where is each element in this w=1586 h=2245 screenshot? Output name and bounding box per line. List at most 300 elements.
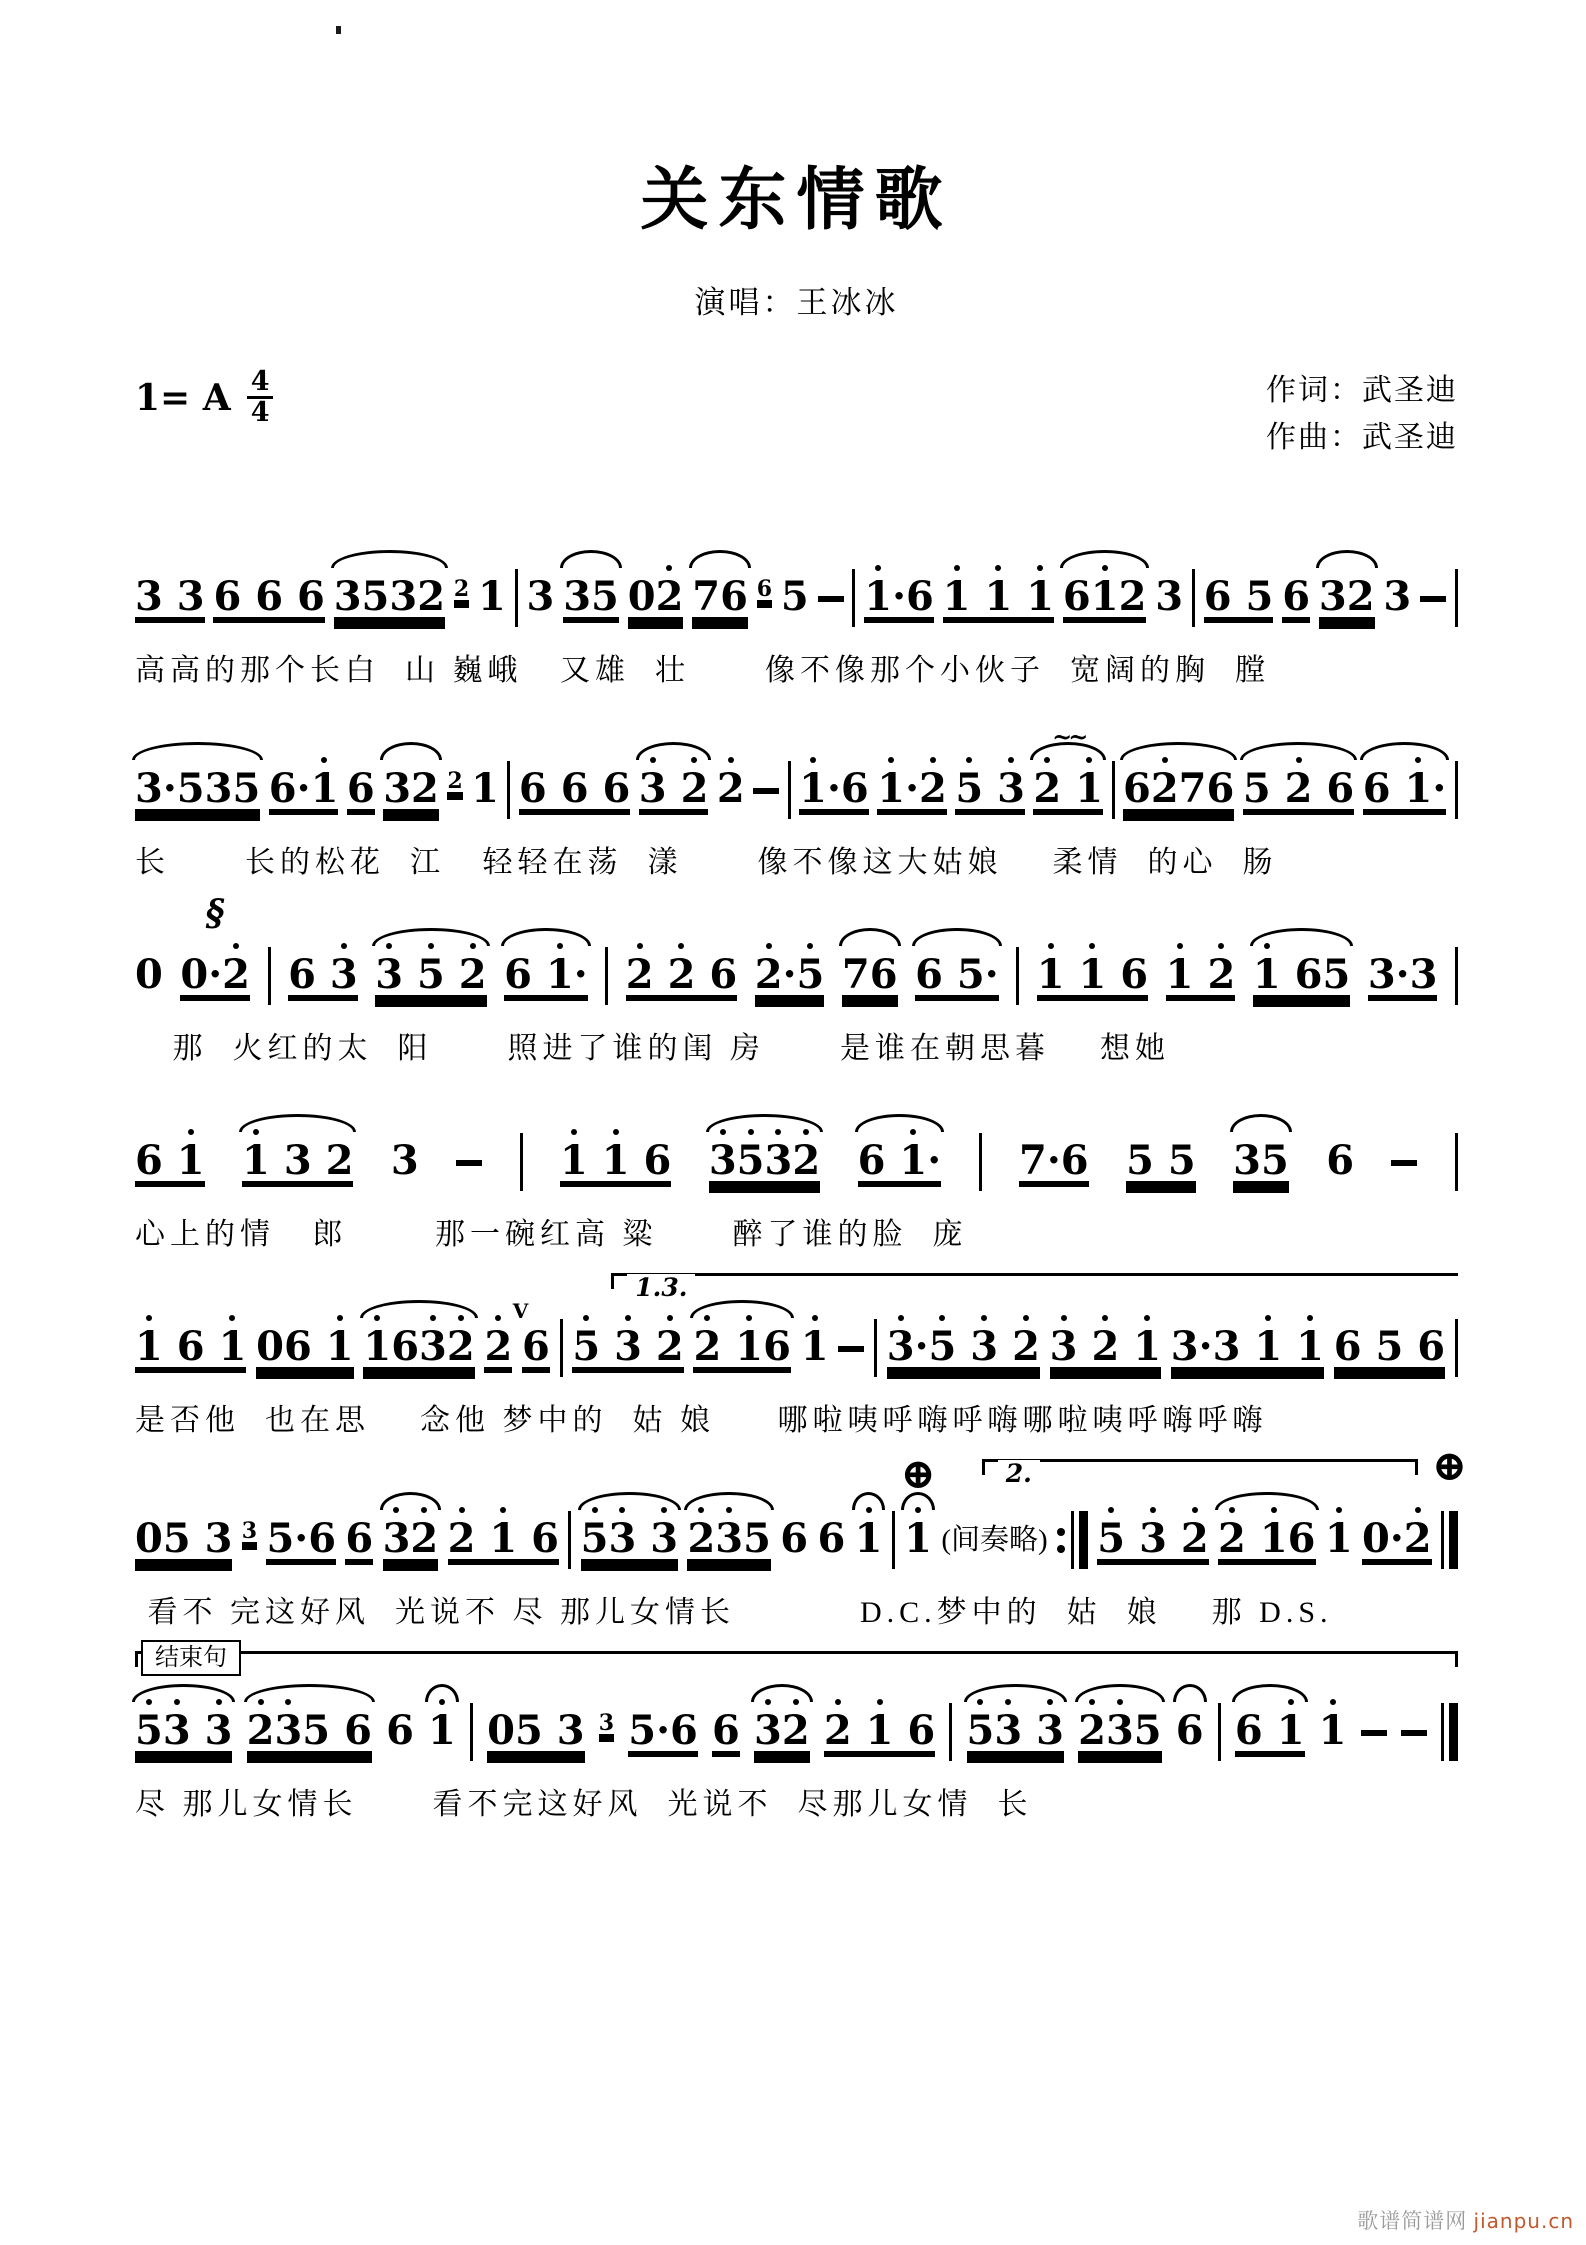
note-char: 3 (994, 1711, 1022, 1751)
time-numerator: 4 (247, 368, 274, 399)
note-char: 3 (608, 1519, 636, 1559)
note-cell (242, 1137, 354, 1184)
music-system (135, 1075, 1458, 1253)
note-text (1318, 1707, 1347, 1754)
note-text (799, 765, 869, 812)
note-char (1065, 955, 1079, 995)
note-char: 1 (1319, 1711, 1347, 1751)
note-char: 6 (518, 765, 547, 812)
note-char: · (892, 573, 906, 620)
octave-dot (1271, 1507, 1277, 1513)
note-cell (854, 1515, 883, 1562)
note-text (1078, 1707, 1162, 1754)
barline (1455, 1133, 1458, 1181)
note-char: 2 (1012, 1327, 1040, 1367)
segno-icon: § (205, 892, 225, 934)
note-char: 6 (1417, 1323, 1446, 1370)
note-char: · (1198, 1323, 1213, 1370)
note-cell (823, 1707, 936, 1754)
note-char (475, 1519, 489, 1559)
octave-dot (1102, 565, 1108, 571)
octave-dot (698, 1507, 704, 1513)
note-char: 6 (1333, 1323, 1362, 1370)
note-char: 6 (712, 1707, 740, 1754)
note-char (943, 955, 957, 995)
note-char (1263, 1711, 1277, 1751)
note-text (628, 1707, 698, 1754)
note-text (857, 1137, 942, 1184)
note-char: 5 (135, 1711, 163, 1751)
note-text (692, 573, 748, 620)
note-text (526, 573, 555, 620)
octave-dot (661, 1507, 667, 1513)
note-char: 2 (824, 1711, 852, 1751)
note-text (563, 573, 619, 620)
note-char (893, 1711, 907, 1751)
note-char: 3 (650, 1519, 678, 1559)
note-char: 6 (709, 951, 738, 998)
note-text (754, 951, 825, 998)
note-cell (1233, 1137, 1289, 1184)
octave-dot (1162, 757, 1168, 763)
lyrics-line: 尽 那儿女情长 看不完这好风 光说不 尽那儿女情 长 (135, 1788, 1033, 1821)
note-char: 5 (1245, 573, 1274, 620)
octave-dot (428, 943, 434, 949)
note-char: 3 (1036, 1711, 1064, 1751)
octave-dot (1296, 757, 1302, 763)
note-cell (1326, 1137, 1355, 1184)
duration-dash (753, 788, 779, 794)
note-char: 6 (857, 1137, 886, 1184)
note-char (1194, 955, 1208, 995)
note-cell (1122, 765, 1235, 812)
note-cell (1175, 1707, 1204, 1754)
note-char: 6 (840, 765, 869, 812)
note-text (823, 1707, 936, 1754)
barline (1112, 761, 1115, 809)
note-text (1203, 573, 1274, 620)
note-char (1125, 1519, 1139, 1559)
note-char: 2 (222, 955, 250, 995)
note-cell (1383, 573, 1412, 620)
note-char: 3 (135, 573, 163, 620)
note-char (191, 1519, 205, 1559)
note-char: 1 (864, 577, 892, 617)
lyrics-line: 是否他 也在思 念他 梦中的 姑 娘 哪啦咦呼嗨呼嗨哪啦咦呼嗨呼嗨 (135, 1404, 1268, 1437)
note-cell (625, 951, 738, 998)
barline (788, 761, 791, 809)
note-char: 5 (628, 1707, 657, 1754)
note-cell (1252, 951, 1351, 998)
trill-icon: ~~ (1052, 722, 1085, 751)
octave-dot (1144, 1315, 1150, 1321)
note-char: 1 (242, 1141, 270, 1181)
note-char: 6 (135, 1137, 163, 1184)
bar-stroke (1218, 1703, 1221, 1761)
note-cell (857, 1137, 942, 1184)
note-cell (1165, 951, 1236, 998)
note-char: 3 (887, 1327, 915, 1367)
barline (1192, 569, 1195, 617)
note-cell (886, 1323, 1040, 1370)
note-char (1281, 955, 1295, 995)
note-text (268, 765, 339, 812)
performer-credit: 演唱：王冰冰 (694, 285, 899, 320)
note-char (1078, 1327, 1092, 1367)
octave-dot (1150, 1507, 1156, 1513)
note-char: 6 (1062, 573, 1091, 620)
octave-dot (866, 1507, 872, 1513)
note-cell (135, 1707, 233, 1754)
note-text (135, 1707, 233, 1754)
note-text (135, 1137, 205, 1184)
note-cell (572, 1323, 684, 1370)
barline (520, 1133, 523, 1181)
coda-icon: ⊕ (1431, 1441, 1468, 1490)
volta-bracket (611, 1273, 1458, 1302)
note-char: 6 (780, 1515, 809, 1562)
key-value: 1= A (135, 376, 231, 419)
note-char: · (782, 951, 797, 998)
note-char: 5 (797, 955, 825, 995)
barline (560, 1319, 563, 1367)
note-text (1333, 1323, 1446, 1370)
note-char (956, 1327, 970, 1367)
octave-dot (1037, 565, 1043, 571)
note-text (1019, 1137, 1089, 1184)
octave-dot (1086, 757, 1092, 763)
note-text (693, 1323, 791, 1370)
note-text (580, 1515, 679, 1562)
bar-stroke (1016, 947, 1019, 1005)
note-char: 6 (268, 765, 297, 812)
note-char (1106, 955, 1120, 995)
bar-stroke (515, 569, 518, 627)
barline (515, 569, 518, 617)
note-text (135, 1323, 247, 1370)
note-char (600, 1327, 614, 1367)
grace-note-cell (447, 755, 462, 795)
note-char: 1 (1404, 769, 1432, 809)
slur-arc (1360, 742, 1450, 760)
note-char: 3 (1155, 573, 1184, 620)
note-cell (478, 573, 506, 620)
note-char: · (294, 1515, 309, 1562)
note-char: 7 (692, 573, 721, 620)
octave-dot (691, 757, 697, 763)
note-cell (1333, 1323, 1446, 1370)
note-char: · (573, 951, 588, 998)
note-char: 1 (428, 1711, 456, 1751)
volta-label: 2. (998, 1460, 1040, 1488)
note-text (841, 951, 898, 998)
coda-icon: ⊕ (900, 1449, 936, 1498)
note-char: · (914, 1323, 929, 1370)
note-cell (386, 1707, 414, 1754)
note-text (817, 1515, 846, 1562)
note-text (780, 1515, 809, 1562)
octave-dot (1307, 1315, 1313, 1321)
note-cell (580, 1515, 679, 1562)
note-char: 1 (1133, 1327, 1161, 1367)
music-system (135, 505, 1458, 689)
octave-dot (393, 1507, 399, 1513)
slur-arc (380, 1492, 442, 1510)
octave-dot (1061, 1315, 1067, 1321)
note-char: 2 (1091, 1327, 1119, 1367)
note-char (1232, 577, 1246, 617)
octave-dot (571, 1129, 577, 1135)
octave-dot (625, 1315, 631, 1321)
note-char: 3 (970, 1327, 998, 1367)
note-char: · (1395, 951, 1410, 998)
octave-dot (146, 1315, 152, 1321)
octave-dot (188, 1129, 194, 1135)
note-text (1155, 573, 1184, 620)
note-text (1233, 1137, 1289, 1184)
note-text (345, 1515, 374, 1562)
barline (852, 569, 855, 617)
note-cell (504, 951, 588, 998)
note-cell (135, 765, 261, 812)
note-cell (563, 573, 619, 620)
lyrics-line: 心上的情 郎 那一碗红高 粱 醉了谁的脸 庞 (135, 1218, 968, 1251)
note-text (1383, 573, 1412, 620)
octave-dot (1117, 1699, 1123, 1705)
note-text (288, 951, 358, 998)
octave-dot (1089, 1699, 1095, 1705)
note-char (695, 955, 709, 995)
octave-dot (341, 943, 347, 949)
note-char: 6 (391, 1323, 420, 1370)
octave-dot (888, 757, 894, 763)
octave-dot (720, 1129, 726, 1135)
note-char: 6 (907, 1707, 936, 1754)
grace-note-cell (599, 1697, 614, 1737)
note-char: 5 (232, 765, 261, 812)
barline (874, 1319, 877, 1367)
note-cell (487, 1707, 585, 1754)
note-text (1318, 573, 1375, 620)
note-char: 3 (639, 769, 667, 809)
note-char: 5 (361, 573, 390, 620)
octave-dot (1330, 1699, 1336, 1705)
octave-dot (666, 565, 672, 571)
notes-row (135, 892, 1458, 1011)
bar-stroke-thick (1449, 1703, 1458, 1761)
note-char (283, 577, 297, 617)
octave-dot (775, 1129, 781, 1135)
note-char: 0 (1362, 1515, 1390, 1562)
note-cell (780, 573, 809, 620)
note-char: 3 (1409, 951, 1438, 998)
note-char: 2 (668, 955, 696, 995)
note-char (885, 1141, 899, 1181)
bar-stroke (568, 1511, 571, 1569)
note-char: 6 (504, 951, 532, 998)
note-char: 6 (1120, 951, 1149, 998)
note-cell (1218, 1515, 1316, 1562)
octave-dot (470, 943, 476, 949)
note-cell (256, 1323, 354, 1370)
note-text (559, 1137, 672, 1184)
note-char: 7 (841, 951, 870, 998)
octave-dot (174, 1699, 180, 1705)
note-char (1119, 1327, 1133, 1367)
bar-stroke (1455, 1133, 1458, 1191)
note-char: 3 (598, 1710, 615, 1736)
note-char (445, 955, 459, 995)
slur-arc (501, 928, 591, 946)
note-char (163, 1141, 177, 1181)
note-cell (1078, 1707, 1162, 1754)
note-char: 3 (274, 1711, 302, 1751)
note-char: 2 (247, 1711, 275, 1751)
note-text (484, 1323, 513, 1370)
note-char: · (984, 951, 999, 998)
note-char: 5 (1242, 765, 1271, 812)
note-char: 5 (591, 573, 619, 620)
note-char: 6 (915, 951, 943, 998)
note-char: 1 (1075, 769, 1103, 809)
note-char: 1 (363, 1327, 391, 1367)
note-cell (864, 573, 934, 620)
note-char: 5 (1133, 1707, 1162, 1754)
note-cell (333, 573, 446, 620)
note-cell (799, 765, 869, 812)
note-char: 0 (256, 1323, 284, 1370)
note-cell (1367, 951, 1438, 998)
note-char: 6 (531, 1515, 559, 1562)
note-char (971, 577, 985, 617)
note-char: 6 (1326, 1137, 1355, 1184)
note-char: 2 (1033, 769, 1061, 809)
note-char: 3 (1318, 573, 1347, 620)
note-char: 5 (737, 1141, 765, 1181)
barline (892, 1511, 895, 1559)
note-text (522, 1323, 550, 1370)
note-char (588, 1141, 602, 1181)
octave-dot (253, 1129, 259, 1135)
note-char: 5 (1097, 1519, 1125, 1559)
footer-watermark (1357, 2205, 1574, 2235)
note-text (1170, 1323, 1324, 1370)
note-char: 6 (1362, 765, 1391, 812)
note-char (852, 1711, 866, 1751)
note-char: 1 (943, 577, 971, 617)
note-char (270, 1141, 284, 1181)
note-text (382, 1515, 439, 1562)
note-char: 7 (1178, 765, 1207, 812)
note-text (246, 1707, 372, 1754)
bar-stroke (892, 1511, 895, 1569)
note-text (478, 573, 506, 620)
note-char (667, 769, 681, 809)
note-text (877, 765, 947, 812)
note-char: · (826, 765, 841, 812)
octave-dot (812, 1315, 818, 1321)
note-char: 1 (1037, 955, 1065, 995)
octave-dot (1008, 757, 1014, 763)
note-text (1242, 765, 1355, 812)
note-char: · (927, 1137, 942, 1184)
note-cell (716, 765, 745, 812)
lyrics-line: 长 长的松花 江 轻轻在荡 漾 像不像这大姑娘 柔情 的心 肠 (135, 846, 1278, 879)
note-text (1175, 1707, 1204, 1754)
note-char (205, 1327, 219, 1367)
note-char (1022, 1711, 1036, 1751)
note-char (330, 1711, 344, 1751)
note-char: 1 (801, 1327, 829, 1367)
slur-arc (1120, 742, 1237, 760)
note-char: 2 (717, 769, 745, 809)
bar-stroke (1112, 761, 1115, 819)
note-text (712, 1707, 740, 1754)
time-denominator: 4 (250, 397, 270, 429)
note-char (1154, 1141, 1168, 1181)
note-char: 0 (627, 573, 656, 620)
octave-dot (233, 943, 239, 949)
note-text (390, 1137, 419, 1184)
octave-dot (1229, 1507, 1235, 1513)
note-char: 6 (522, 1323, 550, 1370)
note-text (1324, 1515, 1353, 1562)
note-char: 2 (453, 576, 470, 602)
duration-dash (838, 1346, 864, 1352)
note-cell (363, 1323, 475, 1370)
note-cell (135, 951, 163, 998)
note-char: 5 (967, 1711, 995, 1751)
note-char: 1 (1253, 955, 1281, 995)
note-char: 3 (1106, 1711, 1134, 1751)
octave-dot (1218, 943, 1224, 949)
note-cell (522, 1323, 550, 1370)
note-char: · (905, 765, 919, 812)
note-char: 6 (906, 573, 934, 620)
note-cell (1282, 573, 1311, 620)
note-cell (447, 1515, 559, 1562)
note-char: · (208, 951, 223, 998)
note-char: 2 (792, 1141, 820, 1181)
note-char: 5 (956, 951, 985, 998)
bar-stroke (1441, 1703, 1444, 1761)
note-char: · (162, 765, 177, 812)
barline (1016, 947, 1019, 995)
note-cell (268, 765, 339, 812)
octave-dot (766, 943, 772, 949)
barline (470, 1703, 473, 1751)
octave-dot (939, 1315, 945, 1321)
note-cell (900, 1449, 936, 1562)
note-cell (754, 951, 825, 998)
octave-dot (374, 1315, 380, 1321)
note-cell (628, 1707, 698, 1754)
note-char: 6 (308, 1515, 337, 1562)
note-char: 1 (1325, 1519, 1353, 1559)
meta-row (135, 368, 1458, 461)
note-cell (213, 573, 325, 620)
note-char: 2 (1078, 1711, 1106, 1751)
note-cell (966, 1707, 1064, 1754)
octave-dot (592, 1507, 598, 1513)
note-cell (390, 1137, 419, 1184)
note-char: 2 (459, 955, 487, 995)
note-text (1367, 951, 1438, 998)
bar-stroke (1192, 569, 1195, 627)
octave-dot (216, 1699, 222, 1705)
note-char: 2 (325, 1137, 354, 1184)
bar-stroke (1455, 761, 1458, 819)
